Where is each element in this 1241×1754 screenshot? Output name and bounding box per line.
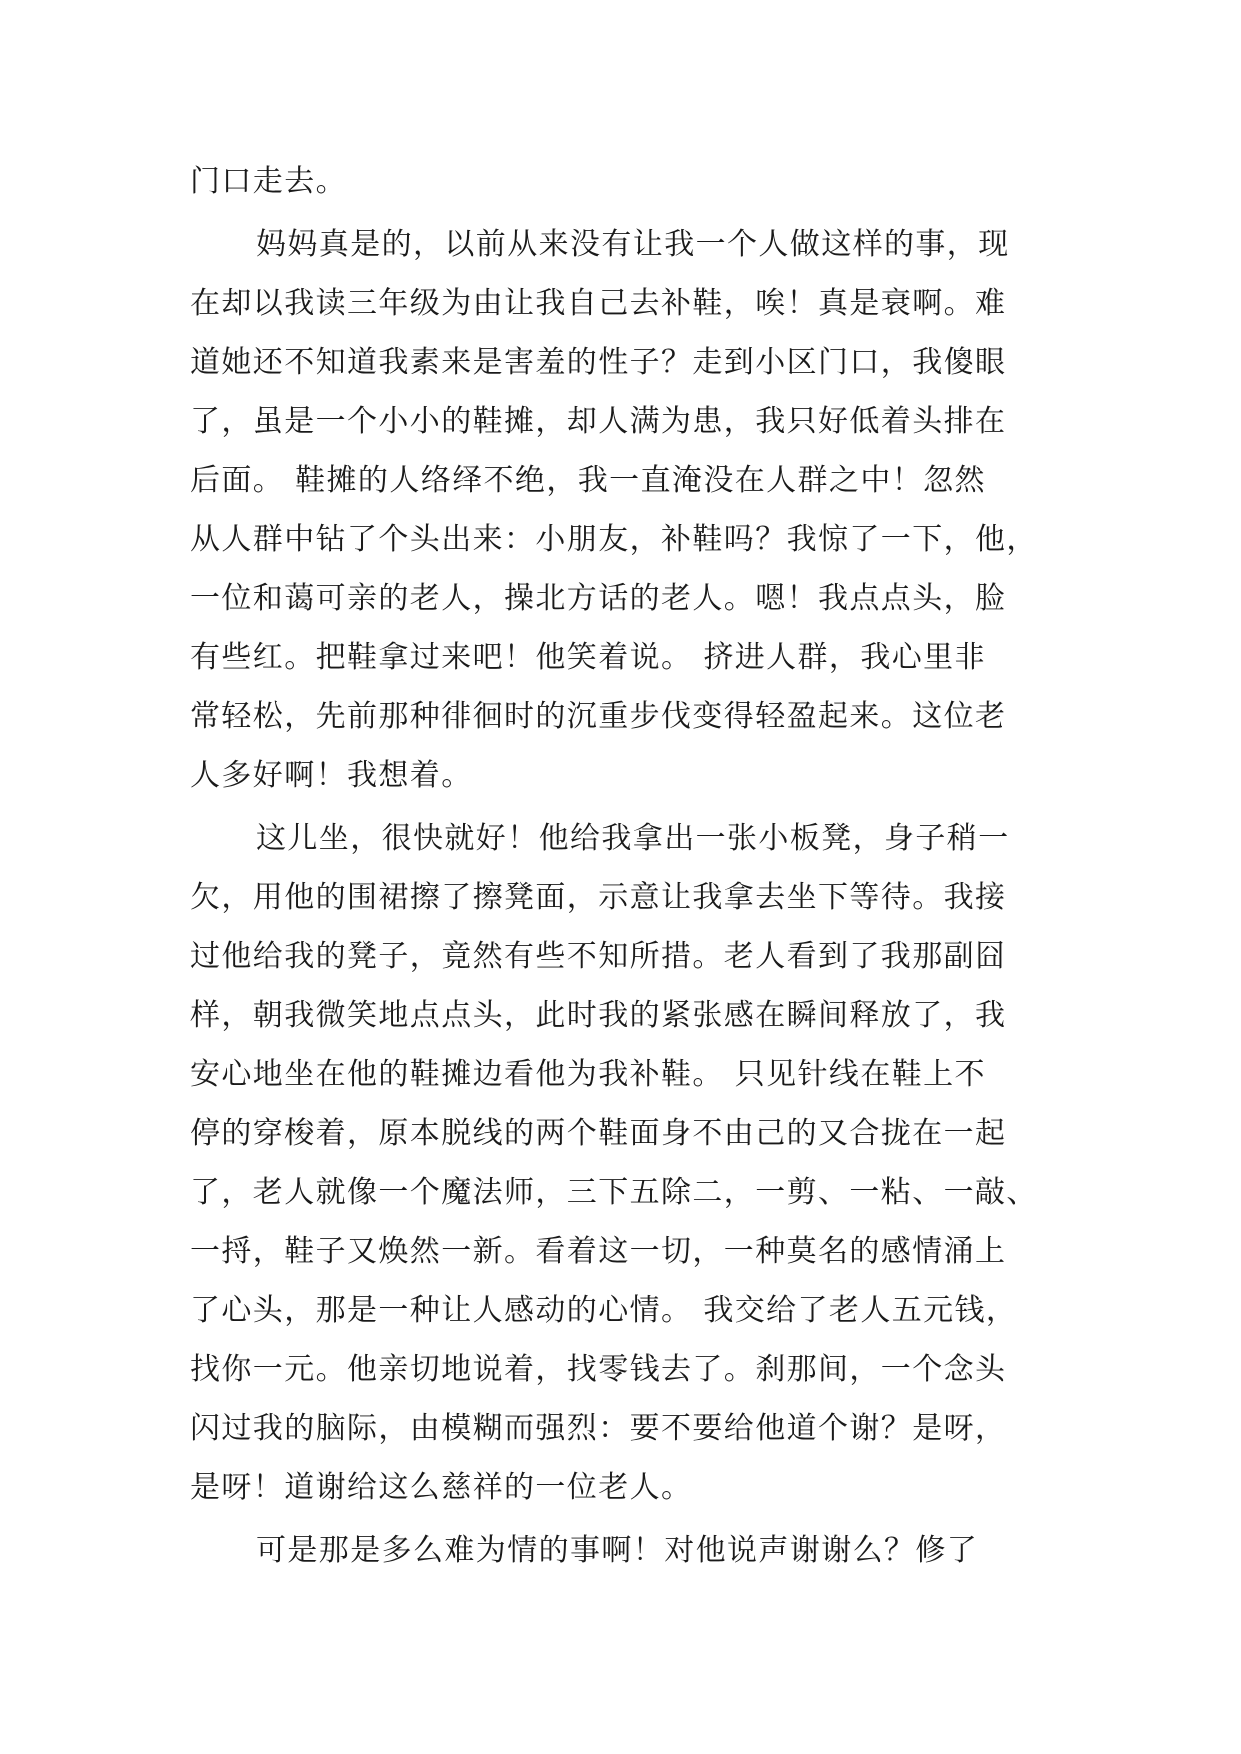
text-line: 后面。 鞋摊的人络绎不绝，我一直淹没在人群之中！忽然: [190, 463, 986, 498]
text-line: 是呀！道谢给这么慈祥的一位老人。: [190, 1470, 693, 1505]
text-line: 门口走去。: [190, 164, 347, 199]
text-line: 找你一元。他亲切地说着，找零钱去了。刹那间，一个念头: [190, 1352, 1007, 1387]
text-line: 停的穿梭着，原本脱线的两个鞋面身不由己的又合拢在一起: [190, 1116, 1007, 1151]
text-line: 人多好啊！我想着。: [190, 758, 473, 793]
paragraph: [190, 809, 1052, 1517]
text-line: 一捋，鞋子又焕然一新。看着这一切，一种莫名的感情涌上: [190, 1234, 1007, 1269]
text-line: 安心地坐在他的鞋摊边看他为我补鞋。 只见针线在鞋上不: [190, 1057, 986, 1092]
text-line: 妈妈真是的，以前从来没有让我一个人做这样的事，现: [256, 227, 1010, 262]
paragraph: [190, 215, 1052, 805]
text-line: 了心头，那是一种让人感动的心情。 我交给了老人五元钱，: [190, 1293, 1018, 1328]
text-line: 在却以我读三年级为由让我自己去补鞋，唉！真是衰啊。难: [190, 286, 1007, 321]
text-line: 道她还不知道我素来是害羞的性子？走到小区门口，我傻眼: [190, 345, 1007, 380]
paragraph: [190, 152, 1052, 211]
text-line: 常轻松，先前那种徘徊时的沉重步伐变得轻盈起来。这位老: [190, 699, 1007, 734]
text-line: 闪过我的脑际，由模糊而强烈：要不要给他道个谢？是呀，: [190, 1411, 1007, 1446]
text-line: 从人群中钻了个头出来：小朋友，补鞋吗？我惊了一下，他，: [190, 522, 1038, 557]
body-text: [190, 152, 1052, 1580]
paragraph: [190, 1521, 1052, 1580]
text-line: 这儿坐，很快就好！他给我拿出一张小板凳，身子稍一: [256, 821, 1010, 856]
text-line: 一位和蔼可亲的老人，操北方话的老人。嗯！我点点头，脸: [190, 581, 1007, 616]
text-line: 了，虽是一个小小的鞋摊，却人满为患，我只好低着头排在: [190, 404, 1007, 439]
text-line: 了，老人就像一个魔法师，三下五除二，一剪、一粘、一敲、: [190, 1175, 1038, 1210]
text-line: 欠，用他的围裙擦了擦凳面，示意让我拿去坐下等待。我接: [190, 880, 1007, 915]
text-line: 有些红。把鞋拿过来吧！他笑着说。 挤进人群，我心里非: [190, 640, 986, 675]
text-line: 可是那是多么难为情的事啊！对他说声谢谢么？修了: [256, 1533, 979, 1568]
text-line: 样，朝我微笑地点点头，此时我的紧张感在瞬间释放了，我: [190, 998, 1007, 1033]
text-line: 过他给我的凳子，竟然有些不知所措。老人看到了我那副囧: [190, 939, 1007, 974]
